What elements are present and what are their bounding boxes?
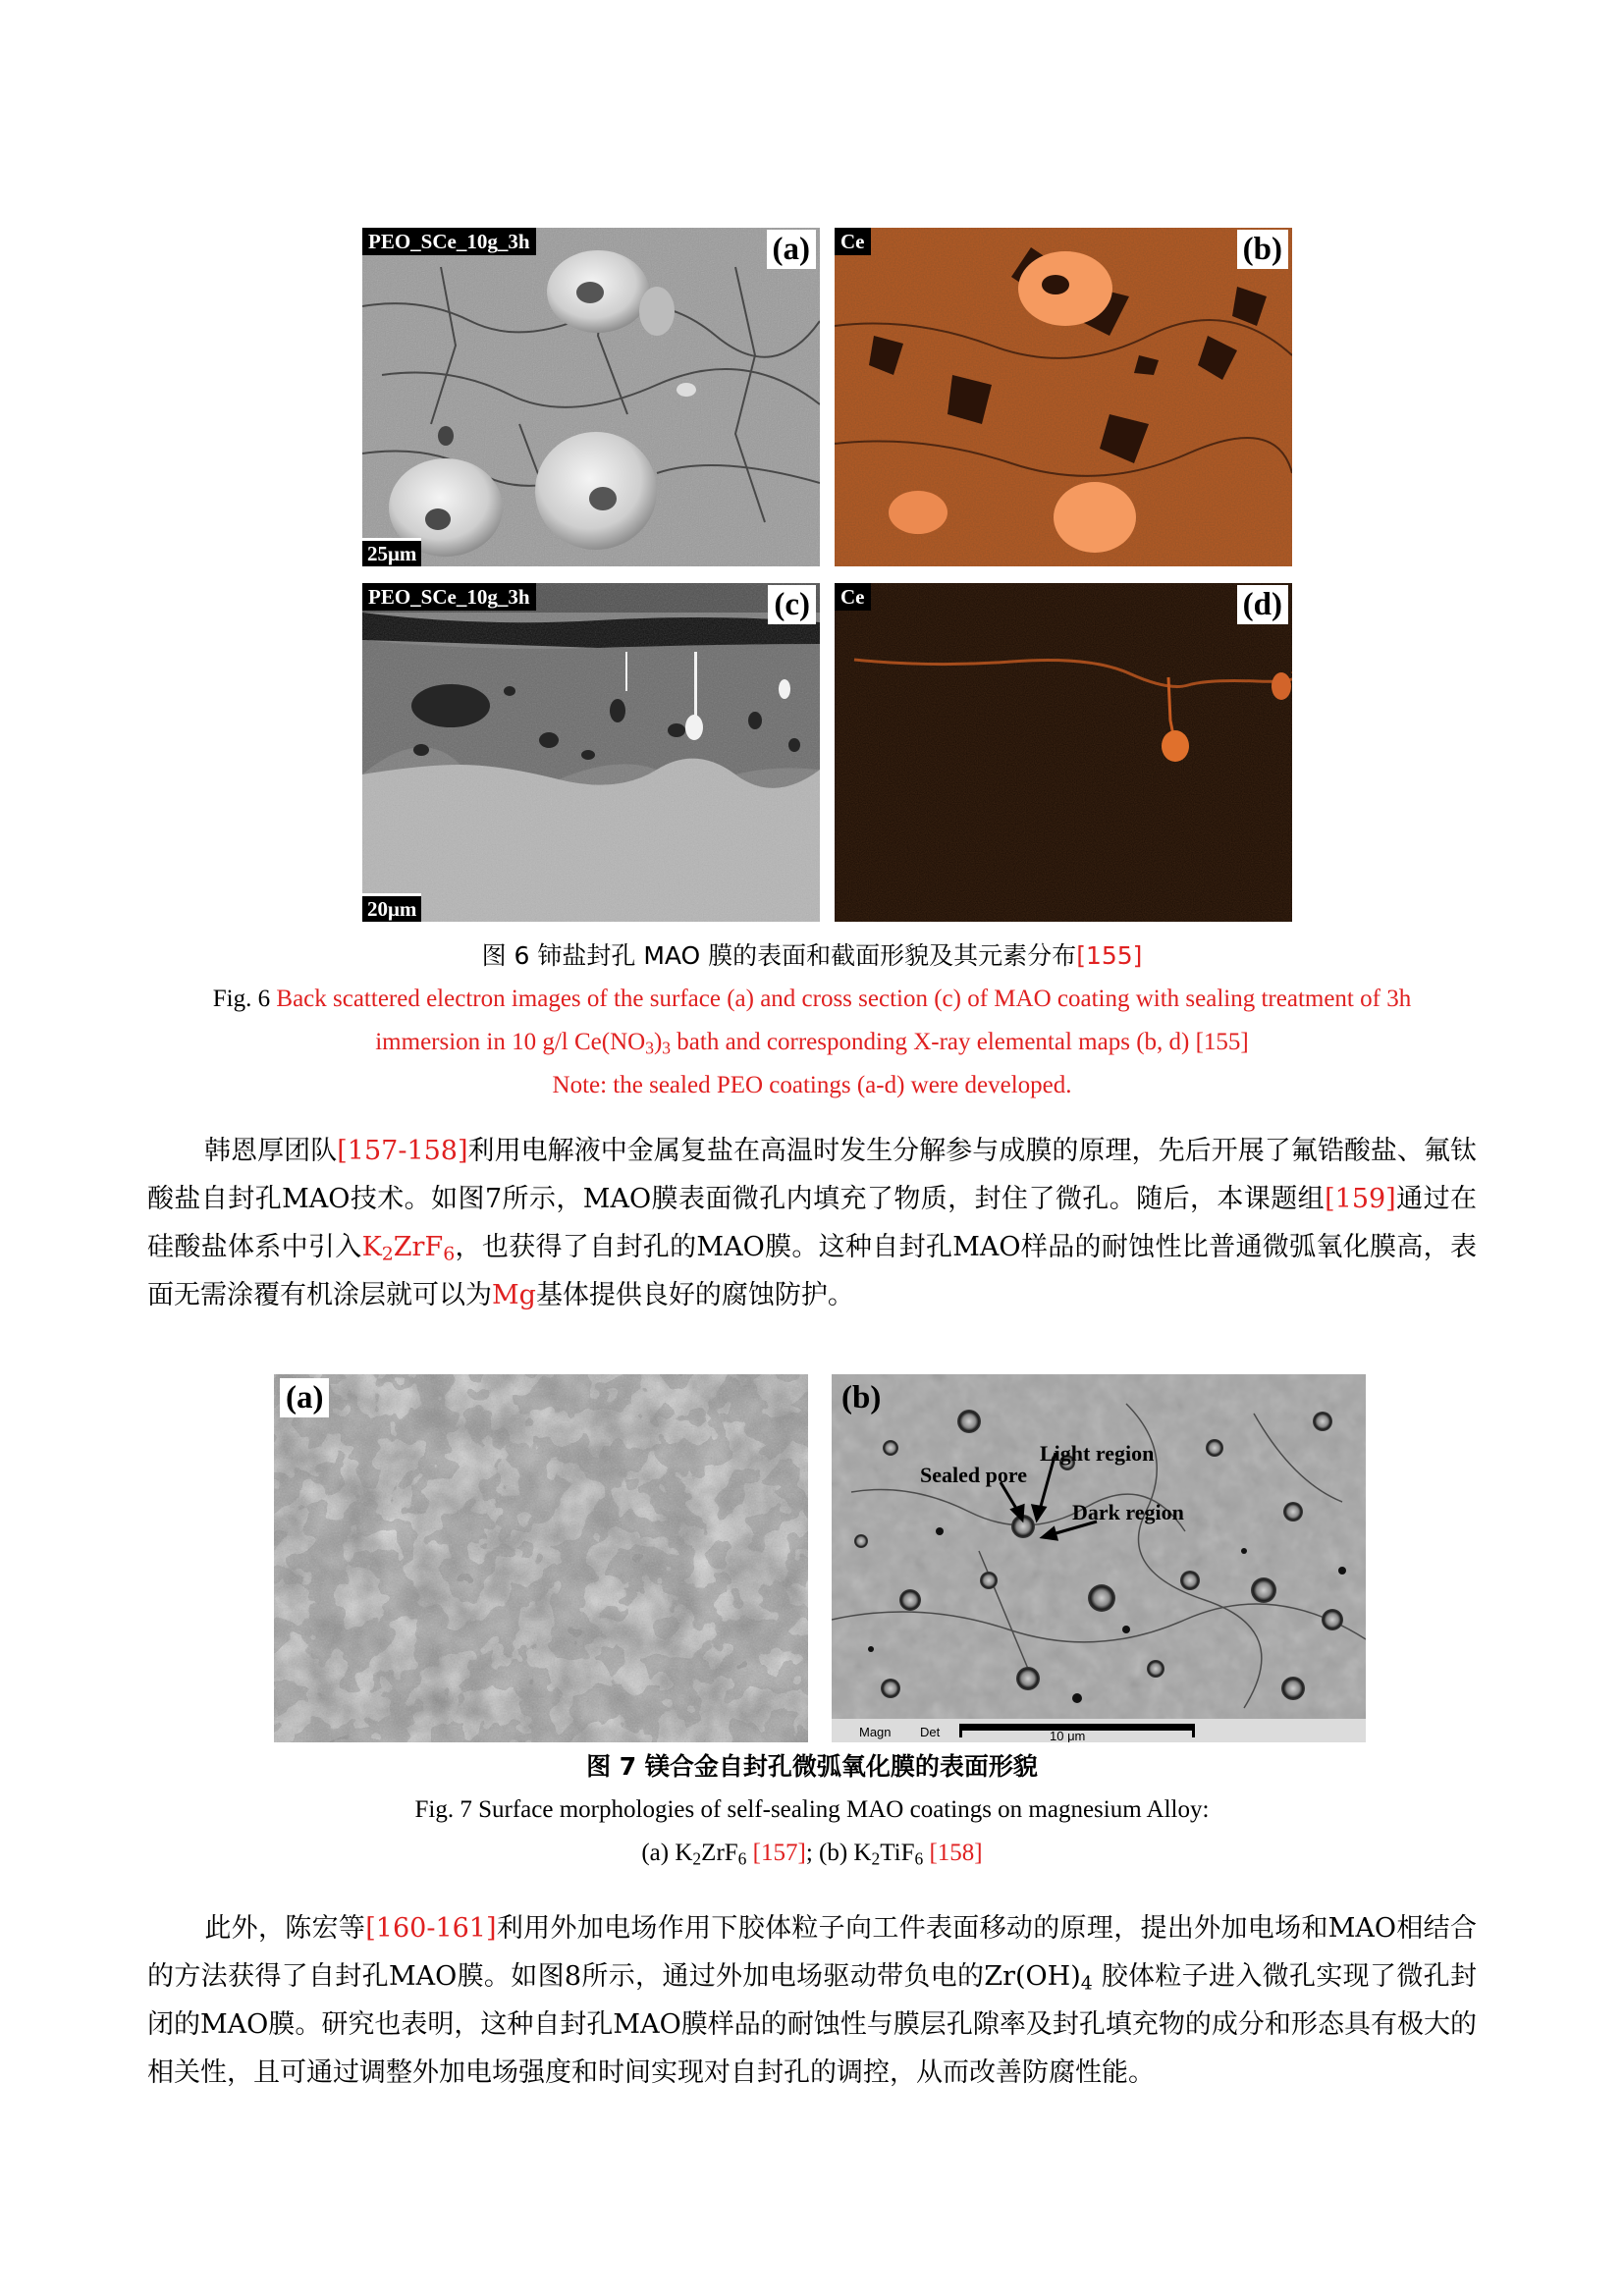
- fig7-caption-en-line2: [0, 1832, 1624, 1875]
- fig6-caption-en-line2: [0, 1021, 1624, 1064]
- fig7b-databar-scale: 10 μm: [1050, 1729, 1086, 1742]
- fig7-cap2-ref-158: [158]: [929, 1840, 983, 1866]
- p1-text-2: 利用电解液中金属复盐在高温时发生分解参与成膜的原理，先后开展了氟锆酸盐、氟钛酸盐自封孔MAO技术。如图7所示，MAO膜表面微孔内填充了物质，封住了微孔。随后，本课题组: [147, 1136, 1478, 1214]
- p2-text-3: 胶体粒子进入微孔实现了微孔封闭的MAO膜。研究也表明，这种自封孔MAO膜样品的耐蚀性与膜层孔隙率及封孔填充物的成分和形态具有极大的相关性，且可通过调整外加电场强度和时间实现对自封孔的调控，从而改善防腐性能。: [147, 1961, 1477, 2088]
- fig6-cap-l2-pre: immersion in 10 g/l Ce(NO: [375, 1029, 646, 1055]
- fig7-cap2-b-sub2: 6: [914, 1848, 924, 1869]
- p1-ref-159: [159]: [1325, 1184, 1396, 1214]
- fig7-cap2-sep: ; (b) K: [805, 1840, 872, 1866]
- fig6-caption-en-line1: [0, 978, 1624, 1021]
- fig7-panel-b-surface: [832, 1374, 1366, 1742]
- fig6-caption-zh: [0, 934, 1624, 978]
- fig6-caption-zh-body: 铈盐封孔 MAO 膜的表面和截面形貌及其元素分布: [537, 941, 1077, 970]
- fig6-caption-en-line1-text: Back scattered electron images of the surface (a) and cross section (c) of MAO coating with sealing treatment of 3h: [276, 986, 1412, 1012]
- fig7b-annotation-sealed-pore: Sealed pore: [920, 1463, 1027, 1487]
- fig6-panel-a-sem-surface: [362, 228, 820, 566]
- fig6-panel-b-ce-map: [835, 228, 1292, 566]
- fig6a-image: [362, 228, 820, 566]
- fig7-cap2-a: (a) K: [641, 1840, 693, 1866]
- fig7a-letter: (a): [280, 1378, 329, 1417]
- fig7b-databar-magn: Magn: [859, 1725, 892, 1739]
- fig7a-image: [274, 1374, 808, 1742]
- fig6-caption-zh-label: 图 6: [481, 941, 530, 970]
- p1-text-5: 基体提供良好的腐蚀防护。: [535, 1280, 854, 1310]
- fig7-cap2-ref-157: [157]: [752, 1840, 806, 1866]
- fig7b-image: [832, 1374, 1366, 1742]
- fig6-cap-l2-mid: ): [653, 1029, 663, 1055]
- fig6d-letter: (d): [1237, 585, 1288, 624]
- fig7b-databar-det: Det: [920, 1725, 941, 1739]
- fig6a-letter: (a): [767, 230, 816, 269]
- fig7-cap2-a-sub1: 2: [692, 1848, 702, 1869]
- fig6b-element-tag: Ce: [835, 228, 871, 255]
- p1-ref-157-158: [157-158]: [337, 1136, 468, 1166]
- fig6c-image: [362, 583, 820, 922]
- p2-text-2: 利用外加电场作用下胶体粒子向工件表面移动的原理，提出外加电场和MAO相结合的方法获得了自封孔MAO膜。如图8所示，通过外加电场驱动带负电的Zr(OH): [147, 1913, 1478, 1992]
- p1-k2zrf6-zrfsub: 6: [443, 1243, 456, 1265]
- fig7-panel-a-surface: [274, 1374, 808, 1742]
- p1-k2zrf6-ksub: 2: [381, 1243, 394, 1265]
- fig7b-letter: (b): [841, 1380, 882, 1415]
- fig6d-image: [835, 583, 1292, 922]
- fig7-caption-zh: 图 7 镁合金自封孔微弧氧化膜的表面形貌: [586, 1752, 1038, 1781]
- fig6-caption-note: Note: the sealed PEO coatings (a-d) were developed.: [552, 1072, 1072, 1098]
- paragraph-2: [147, 1904, 1477, 2097]
- fig6a-sample-tag: PEO_SCe_10g_3h: [362, 228, 536, 255]
- p1-k2zrf6: [361, 1232, 456, 1265]
- fig6-cap-l2-post: bath and corresponding X-ray elemental maps (b, d) [155]: [671, 1029, 1249, 1055]
- fig7-cap2-a-mid: ZrF: [701, 1840, 738, 1866]
- fig6b-letter: (b): [1237, 230, 1288, 269]
- p2-ref-160-161: [160-161]: [365, 1913, 497, 1944]
- paragraph-1: [147, 1127, 1477, 1319]
- p1-text-4: ，也获得了自封孔的MAO膜。这种自封孔MAO样品的耐蚀性比普通微弧氧化膜高，表面无需涂覆有机涂层就可以为: [147, 1232, 1478, 1310]
- fig7-caption-en-line1: Fig. 7 Surface morphologies of self-sealing MAO coatings on magnesium Alloy:: [414, 1796, 1210, 1823]
- fig6c-scale-bar: 20μm: [362, 893, 421, 922]
- p2-sub-4: 4: [1080, 1972, 1093, 1995]
- fig6-panel-d-ce-map: [835, 583, 1292, 922]
- fig7b-annotation-dark-region: Dark region: [1072, 1500, 1184, 1524]
- fig6c-letter: (c): [768, 585, 816, 624]
- p1-k2zrf6-zrf: ZrF: [393, 1232, 444, 1262]
- fig6-panel-c-sem-cross-section: [362, 583, 820, 922]
- p2-text-1: 此外，陈宏等: [204, 1913, 366, 1944]
- fig6-caption-zh-ref: [155]: [1076, 941, 1143, 970]
- fig7-cap2-b-mid: TiF: [880, 1840, 915, 1866]
- p1-text-1: 韩恩厚团队: [204, 1136, 338, 1166]
- p1-text-3: 通过在硅酸盐体系中引入: [147, 1184, 1477, 1262]
- fig6c-sample-tag: PEO_SCe_10g_3h: [362, 583, 536, 611]
- p1-mg: Mg: [492, 1280, 536, 1310]
- fig7-cap2-b-sub1: 2: [871, 1848, 881, 1869]
- fig7-cap2-a-sub2: 6: [737, 1848, 747, 1869]
- fig6d-element-tag: Ce: [835, 583, 871, 611]
- p1-k2zrf6-k: K: [361, 1232, 382, 1262]
- fig7b-annotation-light-region: Light region: [1040, 1441, 1155, 1466]
- fig6-cap-l2-sub2: 3: [662, 1038, 672, 1058]
- fig6-cap-l2-sub1: 3: [645, 1038, 654, 1058]
- fig6b-image: [835, 228, 1292, 566]
- fig6a-scale-bar: 25μm: [362, 538, 421, 566]
- fig6-caption-en-label: Fig. 6: [212, 986, 271, 1012]
